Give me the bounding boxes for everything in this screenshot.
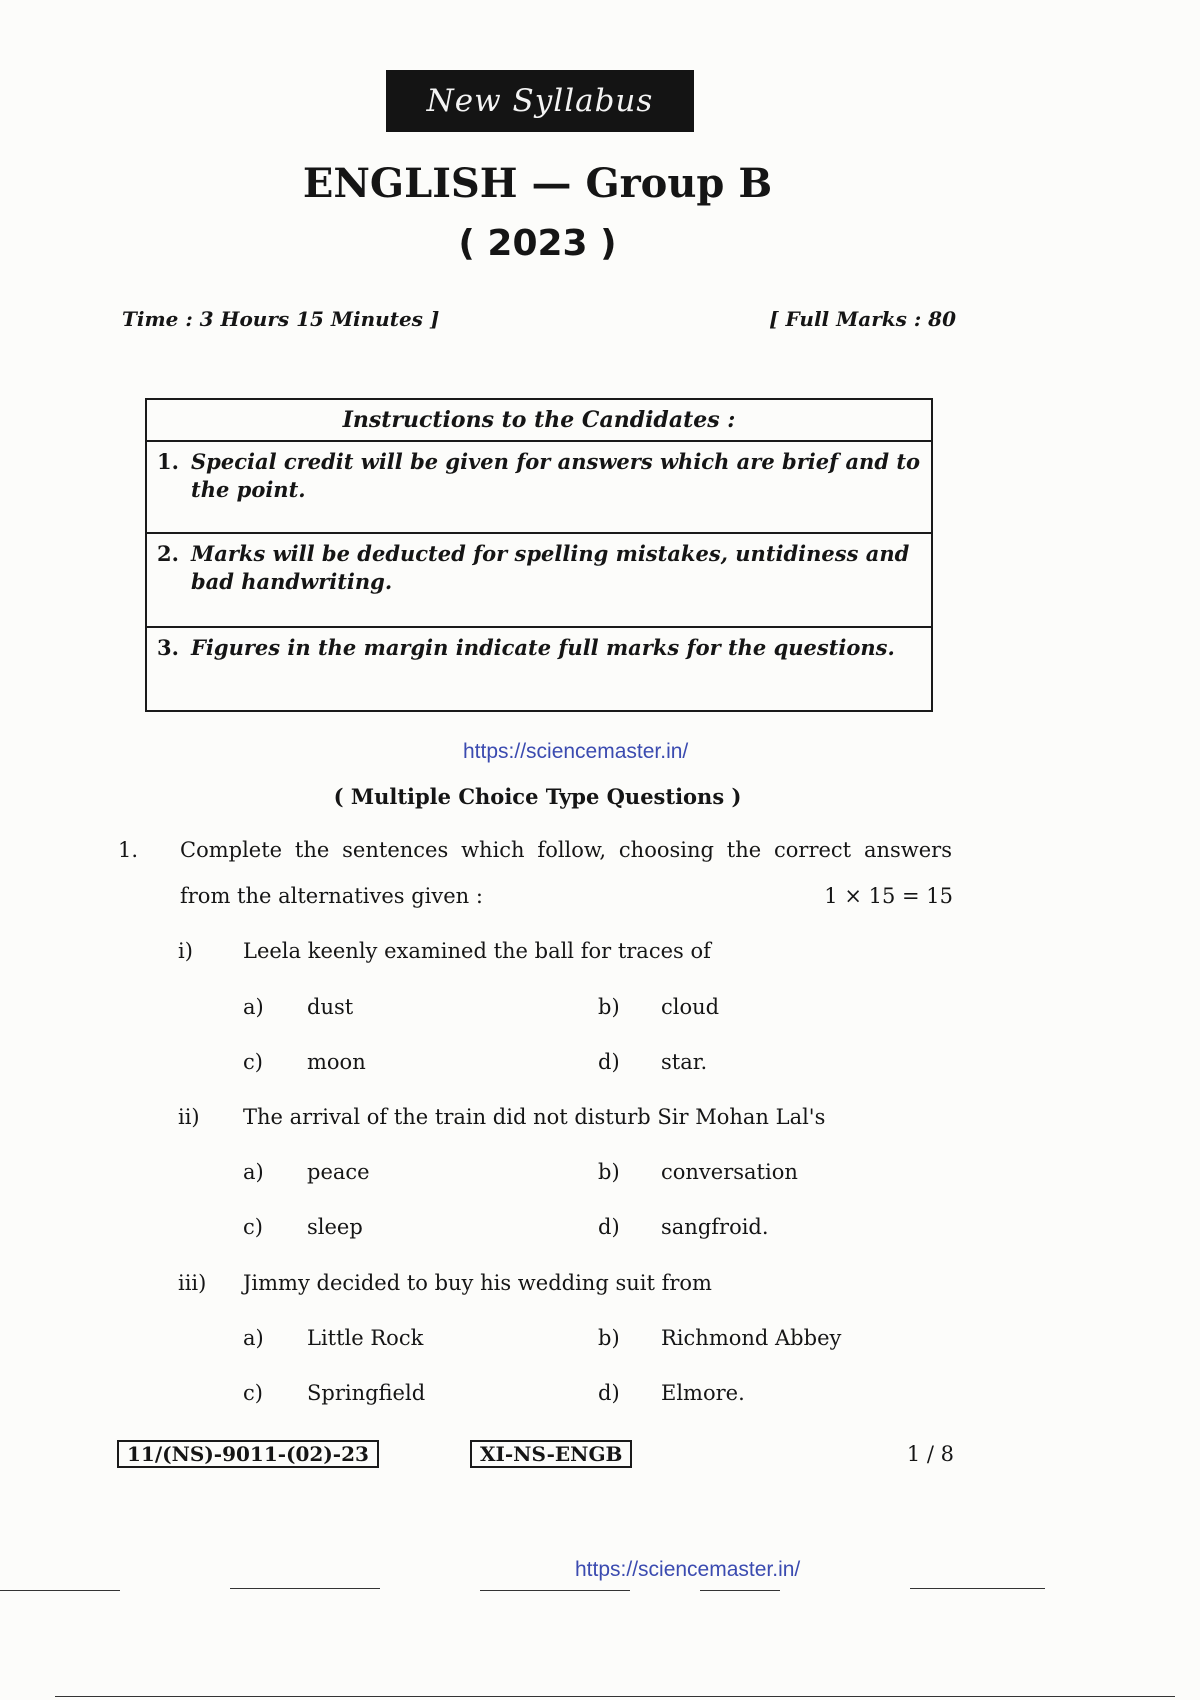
option-label: c) (243, 1215, 263, 1239)
instruction-text: Figures in the margin indicate full marks for the questions. (191, 635, 895, 660)
subquestion-number: ii) (178, 1105, 200, 1129)
option-text: Springfield (307, 1381, 426, 1405)
instruction-number: 2. (157, 541, 179, 566)
subject-code: XI-NS-ENGB (470, 1440, 632, 1468)
option-text: peace (307, 1160, 370, 1184)
instruction-item (147, 534, 931, 628)
instruction-item (147, 628, 931, 712)
option-label: c) (243, 1381, 263, 1405)
paper-year: ( 2023 ) (458, 223, 617, 264)
question-number: 1. (118, 838, 139, 862)
website-link-bottom[interactable]: https://sciencemaster.in/ (575, 1558, 801, 1581)
divider-line (700, 1590, 780, 1591)
full-marks: [ Full Marks : 80 (769, 307, 956, 331)
section-title: ( Multiple Choice Type Questions ) (333, 784, 742, 809)
option-label: d) (598, 1381, 620, 1405)
divider-line (0, 1590, 120, 1591)
option-label: a) (243, 1326, 264, 1350)
subquestion-number: iii) (178, 1271, 207, 1295)
option-text: cloud (661, 995, 720, 1019)
website-link[interactable]: https://sciencemaster.in/ (463, 740, 689, 763)
option-label: d) (598, 1050, 620, 1074)
instruction-item (147, 442, 931, 534)
paper-code: 11/(NS)-9011-(02)-23 (117, 1440, 379, 1468)
subquestion-text: The arrival of the train did not disturb Sir Mohan Lal's (243, 1105, 826, 1129)
option-text: star. (661, 1050, 708, 1074)
new-syllabus-badge: New Syllabus (386, 70, 694, 132)
option-text: Little Rock (307, 1326, 424, 1350)
divider-line (230, 1588, 380, 1589)
option-text: Elmore. (661, 1381, 745, 1405)
time-allowed: Time : 3 Hours 15 Minutes ] (122, 307, 440, 331)
option-text: conversation (661, 1160, 798, 1184)
instruction-text: Marks will be deducted for spelling mistakes, untidiness and bad handwriting. (191, 541, 910, 594)
option-text: sleep (307, 1215, 363, 1239)
instructions-box (145, 398, 933, 712)
divider-line (910, 1588, 1045, 1589)
option-label: b) (598, 1160, 620, 1184)
page-number: 1 / 8 (906, 1442, 954, 1466)
option-text: moon (307, 1050, 366, 1074)
option-label: a) (243, 1160, 264, 1184)
option-text: dust (307, 995, 354, 1019)
question-text: Complete the sentences which follow, choosing the correct answers (180, 838, 952, 862)
instructions-heading: Instructions to the Candidates : (147, 400, 931, 442)
option-label: b) (598, 995, 620, 1019)
divider-line (480, 1590, 630, 1591)
option-label: c) (243, 1050, 263, 1074)
option-label: b) (598, 1326, 620, 1350)
option-text: sangfroid. (661, 1215, 769, 1239)
question-text-continued: from the alternatives given : (180, 884, 483, 908)
option-text: Richmond Abbey (661, 1326, 842, 1350)
subquestion-text: Jimmy decided to buy his wedding suit from (243, 1271, 712, 1295)
option-label: d) (598, 1215, 620, 1239)
paper-title: ENGLISH — Group B (302, 160, 773, 207)
subquestion-number: i) (178, 939, 193, 963)
option-label: a) (243, 995, 264, 1019)
instruction-number: 1. (157, 449, 179, 474)
bottom-rule (55, 1696, 1175, 1697)
instruction-number: 3. (157, 635, 179, 660)
subquestion-text: Leela keenly examined the ball for traces of (243, 939, 711, 963)
instruction-text: Special credit will be given for answers which are brief and to the point. (191, 449, 921, 502)
question-marks: 1 × 15 = 15 (824, 884, 953, 908)
